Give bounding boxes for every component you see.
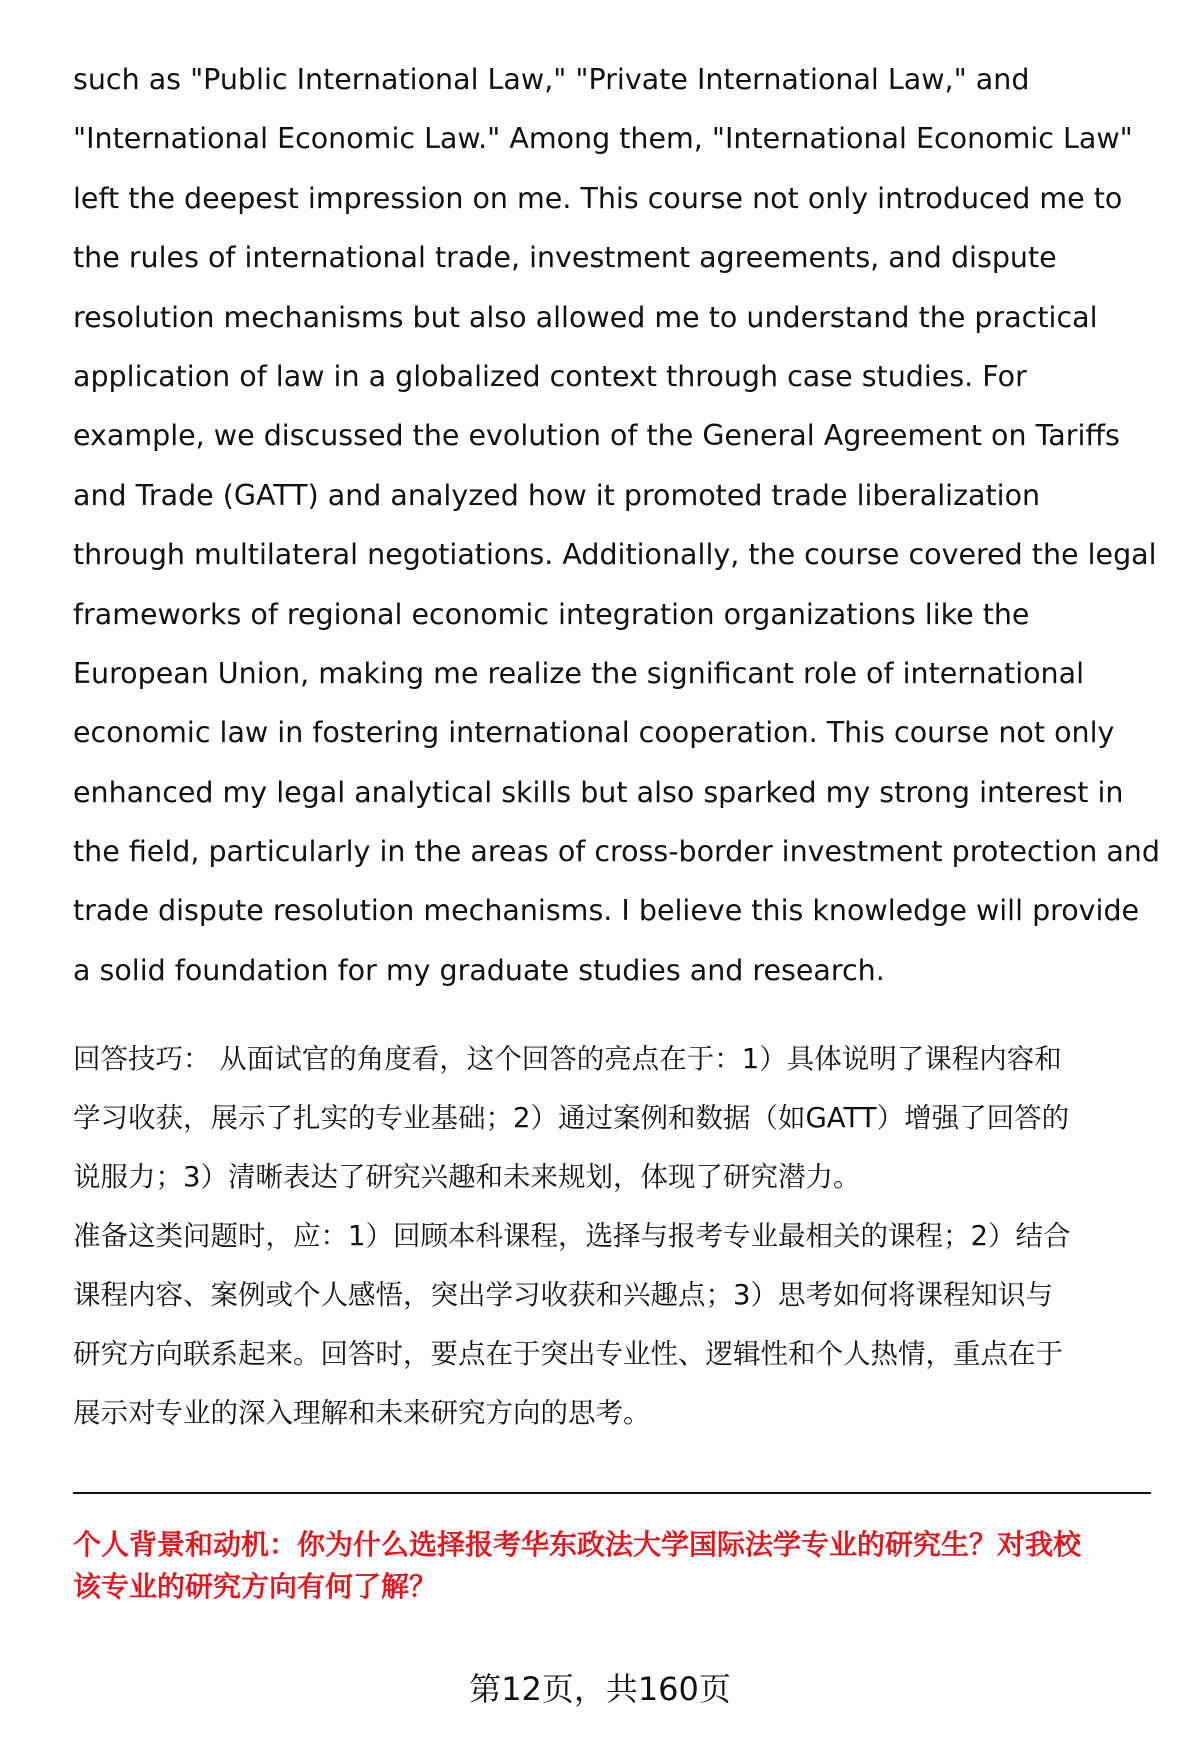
text-line: left the deepest impression on me. This course not only introduced me to xyxy=(73,181,1123,215)
text-line: application of law in a globalized context through case studies. For xyxy=(73,359,1027,393)
text-line: enhanced my legal analytical skills but also sparked my strong interest in xyxy=(73,775,1124,809)
text-line: 该专业的研究方向有何了解？ xyxy=(73,1570,438,1603)
text-line: 个人背景和动机：你为什么选择报考华东政法大学国际法学专业的研究生？对我校 xyxy=(73,1528,1082,1561)
text-line: example, we discussed the evolution of the General Agreement on Tariffs xyxy=(73,419,1120,453)
text-line: resolution mechanisms but also allowed me to understand the practical xyxy=(73,300,1098,334)
text-line: trade dispute resolution mechanisms. I believe this knowledge will provide xyxy=(73,894,1140,928)
text-line: a solid foundation for my graduate studies and research. xyxy=(73,953,885,987)
text-line: such as "Public International Law," "Private International Law," and xyxy=(73,63,1030,96)
answer-paragraph xyxy=(73,50,1160,1000)
text-line: and Trade (GATT) and analyzed how it promoted trade liberalization xyxy=(73,478,1041,512)
question-heading xyxy=(73,1524,1153,1608)
text-line: 准备这类问题时，应：1）回顾本科课程，选择与报考专业最相关的课程；2）结合 xyxy=(73,1220,1071,1252)
text-line: the field, particularly in the areas of cross-border investment protection and xyxy=(73,835,1160,869)
answer-tips xyxy=(73,1030,1153,1443)
text-line: 展示对专业的深入理解和未来研究方向的思考。 xyxy=(73,1397,651,1429)
text-line: frameworks of regional economic integration organizations like the xyxy=(73,597,1030,631)
text-line: 学习收获，展示了扎实的专业基础；2）通过案例和数据（如GATT）增强了回答的 xyxy=(73,1102,1070,1134)
text-line: European Union, making me realize the significant role of international xyxy=(73,656,1084,690)
divider xyxy=(73,1492,1151,1494)
text-line: through multilateral negotiations. Additionally, the course covered the legal xyxy=(73,538,1157,572)
text-line: economic law in fostering international cooperation. This course not only xyxy=(73,716,1115,750)
text-line: 说服力；3）清晰表达了研究兴趣和未来规划，体现了研究潜力。 xyxy=(73,1161,861,1193)
text-line: "International Economic Law." Among them, "International Economic Law" xyxy=(73,122,1133,156)
text-line: 课程内容、案例或个人感悟，突出学习收获和兴趣点；3）思考如何将课程知识与 xyxy=(73,1279,1053,1311)
text-line: 回答技巧： 从面试官的角度看，这个回答的亮点在于：1）具体说明了课程内容和 xyxy=(73,1043,1062,1075)
text-line: 研究方向联系起来。回答时，要点在于突出专业性、逻辑性和个人热情，重点在于 xyxy=(73,1338,1063,1370)
page-number: 第12页，共160页 xyxy=(469,1670,731,1708)
text-line: the rules of international trade, investment agreements, and dispute xyxy=(73,241,1057,275)
